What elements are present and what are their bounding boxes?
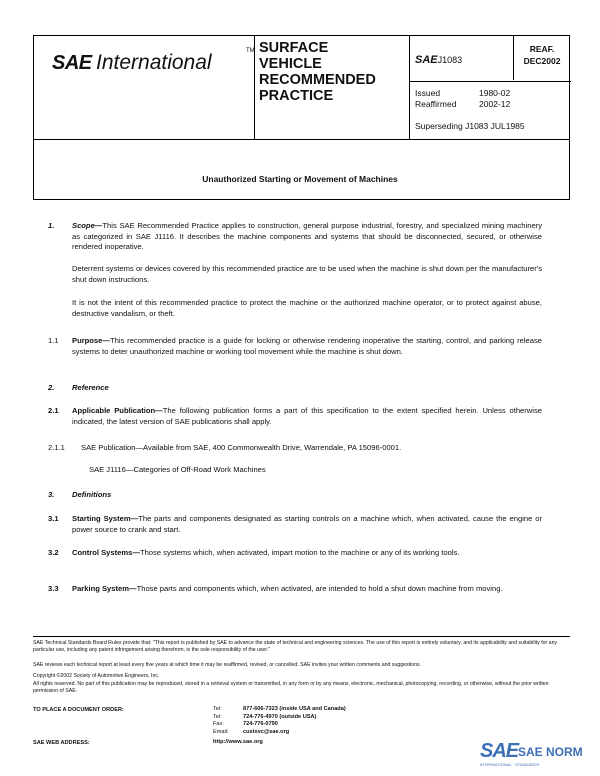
section-number: 2.1.1	[48, 443, 65, 452]
section-number: 3.	[48, 490, 55, 499]
definition-parking	[72, 584, 542, 595]
logo-tm: TM	[246, 48, 255, 54]
section-purpose	[72, 336, 542, 357]
doc-number-value: J1083	[437, 55, 463, 65]
section-applicable	[72, 406, 542, 427]
section-text: This SAE Recommended Practice applies to construction, general purpose industrial, forestry, and specialized mining machinery as categorized in SAE J1116. It describes the machine components and systems that should be disconnected, secured, or otherwise rendered inoperative.	[72, 221, 542, 251]
contact-labels	[213, 706, 229, 736]
footer-review: SAE reviews each technical report at least every five years at which time it may be reaffirmed, revised, or cancelled. SAE invites your written comments and suggestions.	[33, 662, 421, 668]
section-heading: Control Systems—	[72, 548, 140, 557]
section-heading: Purpose—	[72, 336, 110, 345]
logo-sub: INTERNATIONAL · STANDARDS	[480, 762, 540, 767]
paragraph: SAE Publication—Available from SAE, 400 Commonwealth Drive, Warrendale, PA 15096-0001.	[81, 443, 402, 452]
divider	[33, 199, 570, 200]
reaf-date: DEC2002	[523, 56, 561, 66]
logo-sae-mark: SAE	[480, 740, 519, 762]
definition-starting	[72, 514, 542, 535]
section-text: The following publication forms a part of this specification to the extent specified herein. Unless otherwise indicated, the latest version of SAE publications shall apply.	[72, 406, 543, 426]
web-link[interactable]: http://www.sae.org	[213, 739, 263, 745]
paragraph: It is not the intent of this recommended practice to protect the machine or the authorized machine operator, or to protect against abuse, destructive vandalism, or theft.	[72, 298, 542, 318]
title-line: SURFACE	[259, 40, 329, 56]
section-heading: Parking System—	[72, 584, 137, 593]
divider	[569, 140, 570, 200]
divider	[409, 81, 571, 82]
sae-norm-logo	[480, 740, 590, 770]
section-text: Those parts and components which, when activated, are intended to hold a shut down machine from moving.	[136, 584, 503, 593]
logo-norm-text: SAE NORM	[518, 745, 583, 759]
section-number: 3.3	[48, 584, 59, 593]
divider	[33, 140, 34, 200]
title-line: VEHICLE	[259, 56, 322, 72]
order-label: TO PLACE A DOCUMENT ORDER:	[33, 707, 124, 713]
reaf-label: REAF.	[529, 44, 555, 54]
divider	[513, 36, 514, 80]
section-heading: Definitions	[72, 490, 112, 499]
header-box	[33, 35, 570, 140]
paragraph: Deterrent systems or devices covered by this recommended practice are to be used when the machine is shut down per the manufacturer's shut down instructions.	[72, 264, 542, 284]
section-text: This recommended practice is a guide for locking or otherwise rendering inoperative the starting, control, and parking release systems to deter unauthorized machine or working tool movement while the machine is shut down.	[72, 336, 542, 356]
definition-control	[72, 548, 542, 559]
fax-label: Fax:	[213, 721, 224, 727]
footer-copyright: Copyright ©2002 Society of Automotive Engineers, Inc.	[33, 673, 160, 679]
section-scope	[72, 221, 542, 253]
contact-values	[243, 706, 346, 736]
web-label: SAE WEB ADDRESS:	[33, 740, 90, 746]
reaf-block	[516, 43, 568, 67]
divider	[409, 36, 410, 139]
section-number: 2.	[48, 383, 55, 392]
reaffirmed-label: Reaffirmed	[415, 99, 457, 109]
doc-sae: SAE	[415, 54, 438, 66]
doc-type-title	[259, 40, 376, 104]
footer-rules: SAE Technical Standards Board Rules provide that: "This report is published by SAE to advance the state of technical and engineering sciences. The use of this report is entirely voluntary, and its applicability and suitability for any particular use, including any patent infringement arising therefrom, is the sole responsibility of the user."	[33, 640, 558, 653]
section-text: The parts and components designated as starting controls on a machine which, when activated, cause the engine or power source to crank and start.	[72, 514, 542, 534]
logo-international: International	[96, 51, 212, 74]
email-value[interactable]: custsvc@sae.org	[243, 728, 290, 735]
section-number: 1.	[48, 221, 55, 230]
tel-value: 724-776-4970 (outside USA)	[243, 713, 317, 720]
title-line: PRACTICE	[259, 88, 334, 104]
section-number: 2.1	[48, 406, 59, 415]
section-heading: Starting System—	[72, 514, 139, 523]
email-label: Email:	[213, 728, 229, 735]
divider	[33, 636, 570, 637]
section-text: Those systems which, when activated, impart motion to the machine or any of its working tools.	[139, 548, 460, 557]
fax-value: 724-776-0790	[243, 721, 278, 727]
logo-sae: SAE	[52, 52, 92, 74]
document-title: Unauthorized Starting or Movement of Machines	[202, 174, 398, 184]
section-number: 3.2	[48, 548, 59, 557]
issued-value: 1980-02	[479, 88, 511, 98]
tel-label: Tel:	[213, 706, 222, 712]
reaffirmed-value: 2002-12	[479, 99, 511, 109]
section-heading: Reference	[72, 383, 109, 392]
doc-number	[415, 54, 462, 66]
section-number: 1.1	[48, 336, 59, 345]
issued-label: Issued	[415, 88, 441, 98]
section-heading: Scope—	[72, 221, 103, 230]
footer-rights: All rights reserved. No part of this publication may be reproduced, stored in a retrieval system or transmitted, in any form or by any means, electronic, mechanical, photocopying, recording, or otherwise, without the prior written permission of SAE.	[33, 681, 549, 694]
section-number: 3.1	[48, 514, 59, 523]
superseding: Superseding J1083 JUL1985	[415, 121, 525, 131]
tel-value: 877-606-7323 (inside USA and Canada)	[243, 706, 346, 712]
reference-item: SAE J1116—Categories of Off-Road Work Machines	[89, 465, 266, 474]
section-heading: Applicable Publication—	[72, 406, 163, 415]
tel-label: Tel:	[213, 713, 222, 720]
title-line: RECOMMENDED	[259, 72, 376, 88]
